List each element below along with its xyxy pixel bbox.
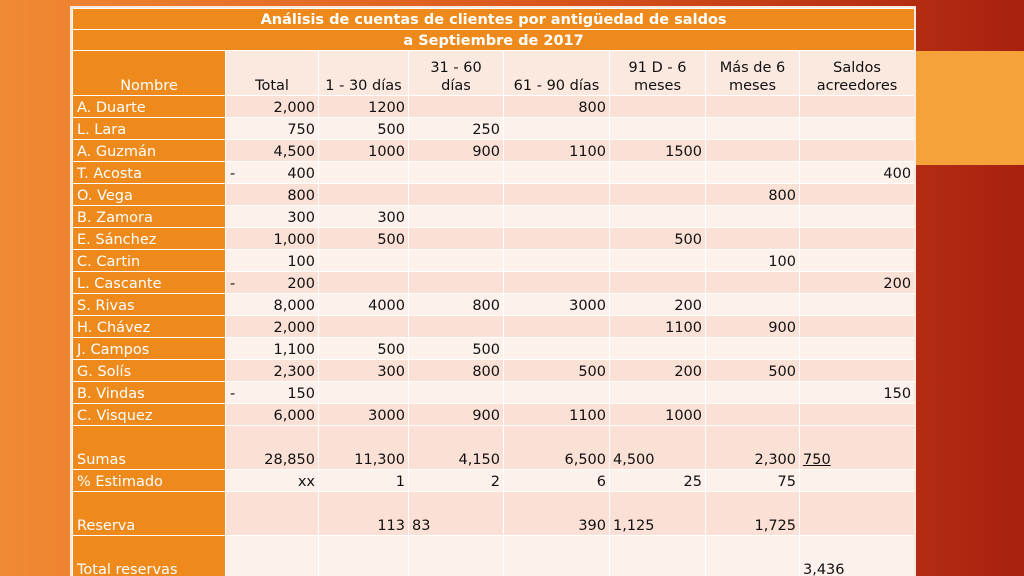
reserva-c2: 83 <box>409 492 504 536</box>
cell-c3 <box>504 250 610 272</box>
reserva-c1: 113 <box>319 492 409 536</box>
cell-c4 <box>610 118 706 140</box>
cell-c4: 1500 <box>610 140 706 162</box>
cell-c6 <box>800 294 915 316</box>
client-name: S. Rivas <box>73 294 226 316</box>
cell-c3 <box>504 162 610 184</box>
cell-c5 <box>706 118 800 140</box>
cell-c6 <box>800 404 915 426</box>
cell-c6 <box>800 96 915 118</box>
estimado-label: % Estimado <box>73 470 226 492</box>
cell-c4 <box>610 338 706 360</box>
cell-c1: 3000 <box>319 404 409 426</box>
cell-c3 <box>504 338 610 360</box>
reserva-c3: 390 <box>504 492 610 536</box>
cell-total: 750 <box>226 118 319 140</box>
cell-c4 <box>610 184 706 206</box>
estimado-row <box>73 470 915 492</box>
client-name: B. Zamora <box>73 206 226 228</box>
cell-c5 <box>706 228 800 250</box>
cell-c3: 800 <box>504 96 610 118</box>
sumas-c2: 4,150 <box>409 426 504 470</box>
cell-c5 <box>706 96 800 118</box>
aging-table-container <box>70 6 916 576</box>
client-name: T. Acosta <box>73 162 226 184</box>
table-subtitle: a Septiembre de 2017 <box>73 30 915 51</box>
cell-total-value: 200 <box>287 276 315 292</box>
cell-total: 100 <box>226 250 319 272</box>
table-row <box>73 272 915 294</box>
client-name: C. Visquez <box>73 404 226 426</box>
cell-c2 <box>409 162 504 184</box>
cell-c2: 800 <box>409 360 504 382</box>
table-row <box>73 96 915 118</box>
client-name: H. Chávez <box>73 316 226 338</box>
sumas-label: Sumas <box>73 426 226 470</box>
cell-c6 <box>800 316 915 338</box>
empty-cell <box>610 536 706 576</box>
cell-c6 <box>800 338 915 360</box>
cell-c3: 3000 <box>504 294 610 316</box>
table-row <box>73 118 915 140</box>
cell-c5 <box>706 140 800 162</box>
cell-c1 <box>319 272 409 294</box>
reserva-row <box>73 492 915 536</box>
cell-c5 <box>706 272 800 294</box>
cell-c6 <box>800 140 915 162</box>
cell-c2: 250 <box>409 118 504 140</box>
sumas-row <box>73 426 915 470</box>
cell-c4: 500 <box>610 228 706 250</box>
total-reservas-row <box>73 536 915 576</box>
reserva-c4: 1,125 <box>610 492 706 536</box>
estimado-c2: 2 <box>409 470 504 492</box>
cell-c3 <box>504 118 610 140</box>
client-name: C. Cartin <box>73 250 226 272</box>
reserva-label: Reserva <box>73 492 226 536</box>
cell-c3 <box>504 272 610 294</box>
cell-c4: 200 <box>610 360 706 382</box>
cell-total <box>226 162 319 184</box>
cell-c1 <box>319 250 409 272</box>
cell-c2 <box>409 96 504 118</box>
empty-cell <box>319 536 409 576</box>
estimado-c1: 1 <box>319 470 409 492</box>
cell-c2 <box>409 272 504 294</box>
cell-c5 <box>706 382 800 404</box>
cell-c3 <box>504 382 610 404</box>
estimado-c4: 25 <box>610 470 706 492</box>
cell-c4 <box>610 250 706 272</box>
table-row <box>73 360 915 382</box>
cell-c1: 1200 <box>319 96 409 118</box>
client-name: A. Duarte <box>73 96 226 118</box>
header-1-30: 1 - 30 días <box>319 51 409 96</box>
cell-c1: 300 <box>319 360 409 382</box>
cell-c4 <box>610 272 706 294</box>
client-name: L. Cascante <box>73 272 226 294</box>
header-total: Total <box>226 51 319 96</box>
empty-cell <box>409 536 504 576</box>
estimado-c3: 6 <box>504 470 610 492</box>
empty-cell <box>226 536 319 576</box>
cell-c5 <box>706 162 800 184</box>
cell-c3: 500 <box>504 360 610 382</box>
cell-c3 <box>504 228 610 250</box>
negative-sign: - <box>230 166 236 182</box>
header-row <box>73 51 915 96</box>
aging-analysis-table <box>72 8 915 576</box>
cell-c1: 500 <box>319 118 409 140</box>
estimado-c5: 75 <box>706 470 800 492</box>
cell-total: 8,000 <box>226 294 319 316</box>
header-saldos-label: Saldos acreedores <box>816 60 898 94</box>
header-31-60 <box>409 51 504 96</box>
cell-c1 <box>319 184 409 206</box>
total-reservas-label: Total reservas <box>73 536 226 576</box>
cell-c2: 900 <box>409 140 504 162</box>
cell-c1: 500 <box>319 228 409 250</box>
cell-total-value: 150 <box>287 386 315 402</box>
table-row <box>73 140 915 162</box>
client-name: A. Guzmán <box>73 140 226 162</box>
cell-c4: 1100 <box>610 316 706 338</box>
empty-cell <box>706 536 800 576</box>
estimado-total: xx <box>226 470 319 492</box>
cell-c1 <box>319 316 409 338</box>
cell-c2 <box>409 316 504 338</box>
cell-c2: 800 <box>409 294 504 316</box>
client-name: G. Solís <box>73 360 226 382</box>
cell-total-value: 400 <box>287 166 315 182</box>
cell-total: 800 <box>226 184 319 206</box>
client-name: O. Vega <box>73 184 226 206</box>
client-name: B. Vindas <box>73 382 226 404</box>
cell-total: 6,000 <box>226 404 319 426</box>
sumas-c5: 2,300 <box>706 426 800 470</box>
reserva-c6 <box>800 492 915 536</box>
cell-c1: 500 <box>319 338 409 360</box>
cell-c5: 800 <box>706 184 800 206</box>
empty-cell <box>504 536 610 576</box>
cell-c6 <box>800 250 915 272</box>
cell-c2 <box>409 206 504 228</box>
negative-sign: - <box>230 276 236 292</box>
table-row <box>73 228 915 250</box>
cell-total <box>226 272 319 294</box>
estimado-c6 <box>800 470 915 492</box>
cell-total <box>226 382 319 404</box>
negative-sign: - <box>230 386 236 402</box>
cell-total: 2,300 <box>226 360 319 382</box>
cell-c3 <box>504 206 610 228</box>
client-name: L. Lara <box>73 118 226 140</box>
sumas-c6: 750 <box>800 426 915 470</box>
cell-total: 4,500 <box>226 140 319 162</box>
decorative-orange-block <box>913 51 1024 165</box>
cell-c1: 300 <box>319 206 409 228</box>
cell-c3: 1100 <box>504 404 610 426</box>
cell-c4 <box>610 382 706 404</box>
cell-c3: 1100 <box>504 140 610 162</box>
total-reservas-value: 3,436 <box>800 536 915 576</box>
cell-c5 <box>706 206 800 228</box>
sumas-c4: 4,500 <box>610 426 706 470</box>
cell-c2: 900 <box>409 404 504 426</box>
cell-total: 1,100 <box>226 338 319 360</box>
cell-c5: 900 <box>706 316 800 338</box>
cell-c6 <box>800 228 915 250</box>
cell-c6: 400 <box>800 162 915 184</box>
table-row <box>73 338 915 360</box>
reserva-total <box>226 492 319 536</box>
table-row <box>73 316 915 338</box>
table-row <box>73 184 915 206</box>
client-name: E. Sánchez <box>73 228 226 250</box>
header-31-60-label: 31 - 60 días <box>430 60 482 94</box>
client-name: J. Campos <box>73 338 226 360</box>
cell-c4 <box>610 162 706 184</box>
header-91-6m-label: 91 D - 6 meses <box>628 60 687 94</box>
reserva-c5: 1,725 <box>706 492 800 536</box>
sumas-c3: 6,500 <box>504 426 610 470</box>
cell-c2 <box>409 382 504 404</box>
table-title: Análisis de cuentas de clientes por antigüedad de saldos <box>73 9 915 30</box>
cell-c5 <box>706 404 800 426</box>
cell-c5: 100 <box>706 250 800 272</box>
table-row <box>73 404 915 426</box>
cell-c4: 1000 <box>610 404 706 426</box>
cell-c2: 500 <box>409 338 504 360</box>
cell-c2 <box>409 184 504 206</box>
cell-c5: 500 <box>706 360 800 382</box>
cell-c1 <box>319 382 409 404</box>
cell-c2 <box>409 228 504 250</box>
cell-c3 <box>504 316 610 338</box>
cell-c6 <box>800 184 915 206</box>
cell-c1: 1000 <box>319 140 409 162</box>
cell-c6 <box>800 206 915 228</box>
cell-c1: 4000 <box>319 294 409 316</box>
cell-c4 <box>610 96 706 118</box>
cell-c4: 200 <box>610 294 706 316</box>
cell-total: 2,000 <box>226 96 319 118</box>
sumas-c1: 11,300 <box>319 426 409 470</box>
cell-c6 <box>800 118 915 140</box>
cell-c4 <box>610 206 706 228</box>
sumas-total: 28,850 <box>226 426 319 470</box>
header-mas-6m-label: Más de 6 meses <box>719 60 786 94</box>
cell-total: 300 <box>226 206 319 228</box>
header-nombre: Nombre <box>73 51 226 96</box>
cell-total: 2,000 <box>226 316 319 338</box>
header-mas-6m <box>706 51 800 96</box>
table-row <box>73 162 915 184</box>
table-row <box>73 250 915 272</box>
header-91-6m <box>610 51 706 96</box>
cell-c6 <box>800 360 915 382</box>
cell-c6: 200 <box>800 272 915 294</box>
table-row <box>73 294 915 316</box>
header-61-90: 61 - 90 días <box>504 51 610 96</box>
cell-total: 1,000 <box>226 228 319 250</box>
cell-c3 <box>504 184 610 206</box>
cell-c5 <box>706 338 800 360</box>
table-row <box>73 382 915 404</box>
cell-c6: 150 <box>800 382 915 404</box>
cell-c2 <box>409 250 504 272</box>
table-row <box>73 206 915 228</box>
header-saldos-acreedores <box>800 51 915 96</box>
cell-c5 <box>706 294 800 316</box>
cell-c1 <box>319 162 409 184</box>
